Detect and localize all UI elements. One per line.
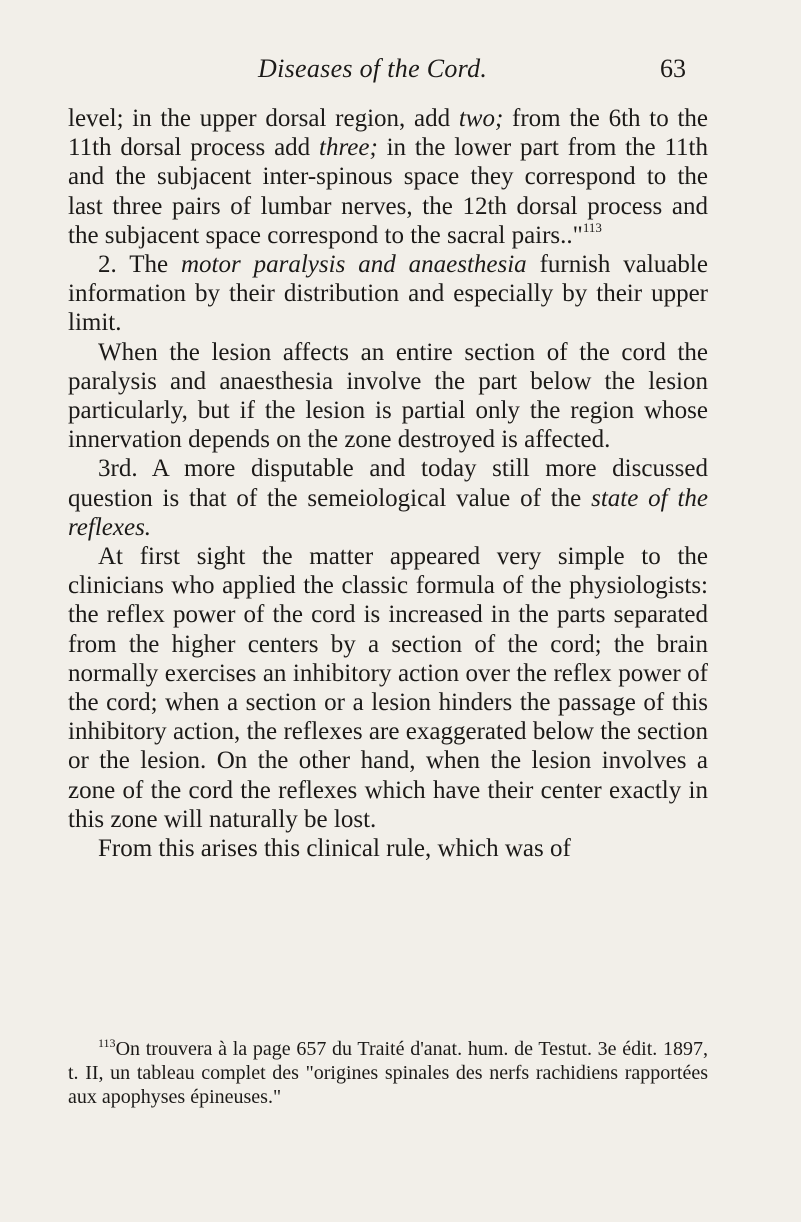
italic-text: motor paralysis and anaesthesia	[180, 251, 527, 279]
text-run: level; in the upper dorsal region, add	[68, 105, 459, 132]
footnote	[68, 1037, 708, 1109]
footnote-reference: 113	[582, 219, 602, 235]
paragraph	[68, 834, 708, 863]
text-run: in the lower part from the 11th and the subjacent inter-spinous space they correspond to the last three pairs of lumbar nerves, the 12th dorsal process and the subjacent space correspond to the sacral pairs.."	[68, 134, 708, 249]
text-run: At first sight the matter appeared very simple to the clinicians who applied the classic formula of the physiologists: the reflex power of the cord is increased in the parts separated from the higher centers by a section of the cord; the brain normally exercises an inhibitory action over the reflex power of the cord; when a section or a lesion hinders the passage of this inhibitory action, the reflexes are exaggerated below the section or the lesion. On the other hand, when the lesion involves a zone of the cord the reflexes which have their center exactly in this zone will naturally be lost.	[68, 543, 708, 833]
text-run: 2. The	[98, 251, 181, 279]
footnote-text: On trouvera à la page 657 du Traité d'anat. hum. de Testut. 3e édit. 1897, t. II, un tableau complet des "origines spinales des nerfs rachidiens rapportées aux apophyses épineuses."	[68, 1038, 708, 1108]
footnote-lead	[68, 1038, 98, 1060]
body-text	[68, 104, 708, 863]
paragraph	[68, 338, 708, 455]
italic-text: two;	[458, 105, 504, 132]
text-run: from the 6th to the 11th dorsal process add	[68, 105, 709, 162]
running-title: Diseases of the Cord.	[258, 54, 488, 83]
page-number: 63	[660, 54, 686, 83]
text-run: furnish valuable information by their distribution and especially by their upper limit.	[68, 251, 708, 337]
paragraph	[68, 454, 708, 542]
paragraph	[68, 250, 708, 338]
text-run: From this arises this clinical rule, which was of	[98, 835, 571, 863]
italic-text: three;	[319, 134, 378, 162]
paragraph	[68, 104, 708, 250]
paragraph	[68, 542, 708, 834]
footnote-marker: 113	[98, 1036, 116, 1050]
italic-text: state of the reflexes.	[68, 484, 708, 541]
text-run: 3rd. A more disputable and today still more discussed question is that of the semeiological value of the	[68, 455, 708, 512]
running-head	[0, 54, 801, 94]
text-run: When the lesion affects an entire section of the cord the paralysis and anaesthesia involve the part below the lesion particularly, but if the lesion is partial only the region whose innervation depends on the zone destroyed is affected.	[68, 338, 708, 454]
